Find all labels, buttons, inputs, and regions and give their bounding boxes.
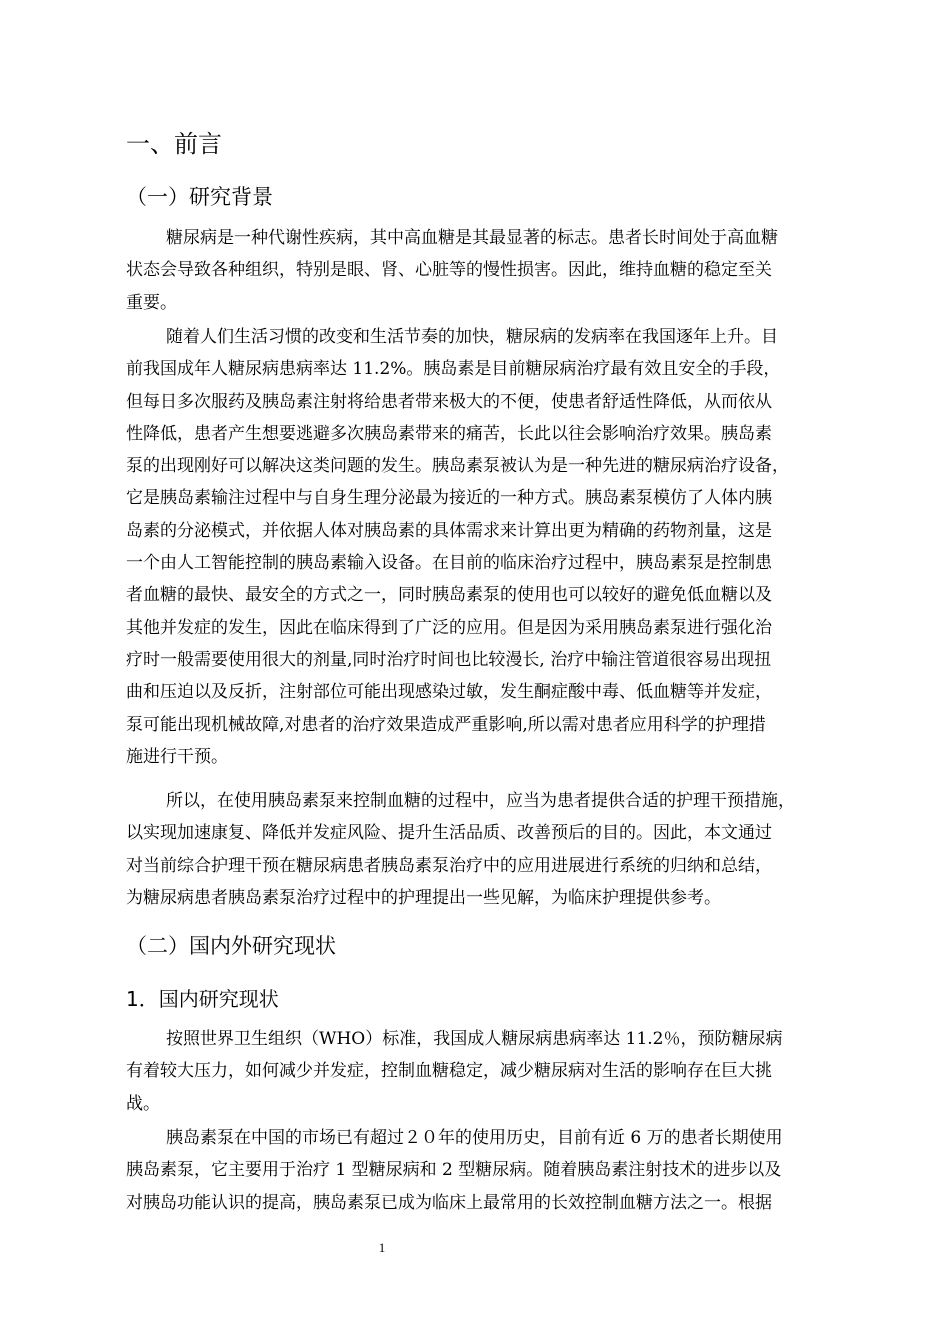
text-line: 疗时一般需要使用很大的剂量,同时治疗时间也比较漫长, 治疗中输注管道很容易出现扭 [126, 649, 772, 670]
text-line: 随着人们生活习惯的改变和生活节奏的加快，糖尿病的发病率在我国逐年上升。目 [166, 327, 778, 347]
text-line: 其他并发症的发生，因此在临床得到了广泛的应用。但是因为采用胰岛素泵进行强化治 [126, 617, 772, 638]
paragraph-background-3 [126, 785, 866, 914]
text-line: 施进行干预。 [126, 746, 228, 767]
text-line: 对当前综合护理干预在糖尿病患者胰岛素泵治疗中的应用进展进行系统的归纳和总结， [126, 855, 772, 876]
text-line: 状态会导致各种组织，特别是眼、肾、心脏等的慢性损害。因此，维持血糖的稳定至关 [126, 260, 772, 281]
page-number: 1 [378, 1240, 386, 1255]
text-line: 为糖尿病患者胰岛素泵治疗过程中的护理提出一些见解，为临床护理提供参考。 [126, 887, 721, 908]
text-line: 胰岛素泵，它主要用于治疗 1 型糖尿病和 2 型糖尿病。随着胰岛素注射技术的进步以及 [126, 1160, 782, 1181]
text-line: 泵可能出现机械故障,对患者的治疗效果造成严重影响,所以需对患者应用科学的护理措 [126, 714, 766, 735]
text-line: 胰岛素泵在中国的市场已有超过２０年的使用历史，目前有近 6 万的患者长期使用 [166, 1128, 783, 1148]
text-line: 曲和压迫以及反折，注射部位可能出现感染过敏，发生酮症酸中毒、低血糖等并发症， [126, 682, 772, 703]
text-line: 有着较大压力，如何减少并发症，控制血糖稳定，减少糖尿病对生活的影响存在巨大挑 [126, 1061, 772, 1082]
section-heading-research-status: （二）国内外研究现状 [126, 934, 336, 958]
section-heading-background: （一）研究背景 [126, 185, 273, 209]
text-line: 但每日多次服药及胰岛素注射将给患者带来极大的不便，使患者舒适性降低，从而依从 [126, 391, 772, 412]
text-line: 泵的出现刚好可以解决这类问题的发生。胰岛素泵被认为是一种先进的糖尿病治疗设备， [126, 456, 789, 477]
text-line: 以实现加速康复、降低并发症风险、提升生活品质、改善预后的目的。因此，本文通过 [126, 823, 772, 844]
paragraph-background-2 [126, 321, 866, 773]
paragraph-background-1 [126, 222, 866, 319]
text-line: 它是胰岛素输注过程中与自身生理分泌最为接近的一种方式。胰岛素泵模仿了人体内胰 [126, 488, 772, 509]
text-line: 者血糖的最快、最安全的方式之一，同时胰岛素泵的使用也可以较好的避免低血糖以及 [126, 585, 772, 606]
subsection-heading-domestic: 1．国内研究现状 [126, 987, 279, 1011]
text-line: 按照世界卫生组织（WHO）标准，我国成人糖尿病患病率达 11.2％，预防糖尿病 [166, 1029, 783, 1049]
text-line: 糖尿病是一种代谢性疾病，其中高血糖是其最显著的标志。患者长时间处于高血糖 [166, 228, 778, 248]
paragraph-domestic-1 [126, 1023, 866, 1120]
text-line: 所以，在使用胰岛素泵来控制血糖的过程中，应当为患者提供合适的护理干预措施， [166, 791, 795, 811]
text-line: 前我国成年人糖尿病患病率达 11.2%。胰岛素是目前糖尿病治疗最有效且安全的手段， [126, 359, 781, 380]
text-line: 一个由人工智能控制的胰岛素输入设备。在目前的临床治疗过程中，胰岛素泵是控制患 [126, 553, 772, 574]
text-line: 重要。 [126, 292, 177, 313]
text-line: 性降低，患者产生想要逃避多次胰岛素带来的痛苦，长此以往会影响治疗效果。胰岛素 [126, 423, 772, 444]
main-heading: 一、前言 [126, 130, 222, 158]
text-line: 战。 [126, 1093, 160, 1114]
text-line: 岛素的分泌模式，并依据人体对胰岛素的具体需求来计算出更为精确的药物剂量，这是 [126, 520, 772, 541]
text-line: 对胰岛功能认识的提高，胰岛素泵已成为临床上最常用的长效控制血糖方法之一。根据 [126, 1192, 772, 1213]
paragraph-domestic-2 [126, 1122, 866, 1219]
